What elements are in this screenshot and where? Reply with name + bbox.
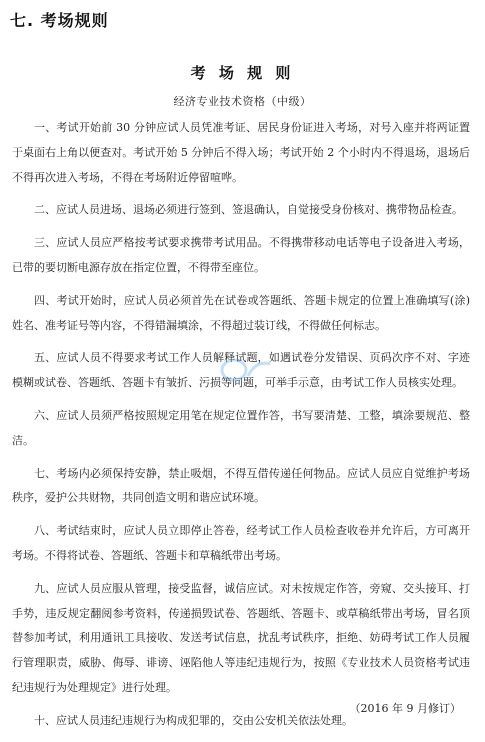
rule-item-6: 六、应试人员须严格按照规定用笔在规定位置作答，书写要清楚、工整，填涂要规范、整洁。 [12, 408, 470, 447]
rule-item-10: 十、应试人员违纪违规行为构成犯罪的，交由公安机关依法处理。 [34, 713, 353, 727]
rules-list [12, 116, 470, 742]
rule-item-7: 七、考场内必须保持安静，禁止吸烟，不得互借传递任何物品。应试人员应自觉维护考场秩序，爱护公共财物，共同创造文明和谐应试环境。 [12, 466, 470, 505]
rule-item-2: 二、应试人员进场、退场必须进行签到、签退确认，自觉接受身份核对、携带物品检查。 [34, 203, 463, 217]
rule-item-5: 五、应试人员不得要求考试工作人员解释试题，如遇试卷分发错误、页码次序不对、字迹模糊或试卷、答题纸、答题卡有皱折、污损等问题，可举手示意，由考试工作人员核实处理。 [12, 351, 470, 390]
rule-item-9: 九、应试人员应服从管理，接受监督，诚信应试。对未按规定作答，旁窥、交头接耳、打手势，违反规定翻阅参考资料，传递损毁试卷、答题纸、答题卡、或草稿纸带出考场，冒名顶替参加考试，利用通讯工具接收、发送考试信息，扰乱考试秩序，拒绝、妨碍考试工作人员履行管理职责，威胁、侮辱、诽谤、诬陷他人等违纪违规行为，按照《专业技术人员资格考试违纪违规行为处理规定》进行处理。 [12, 581, 470, 694]
revision-note: （2016 年 9 月修订） [349, 702, 461, 715]
rule-item-1: 一、考试开始前 30 分钟应试人员凭准考证、居民身份证进入考场，对号入座并将两证置于桌面右上角以便查对。考试开始 5 分钟后不得入场；考试开始 2 个小时内不得退场，退场后不得再次进入考场，不得在考场附近停留喧哗。 [12, 121, 470, 184]
document-title: 考 场 规 则 [190, 64, 295, 82]
rule-item-4: 四、考试开始时，应试人员必须首先在试卷或答题纸、答题卡规定的位置上准确填写(涂)姓名、准考证号等内容，不得错漏填涂，不得超过装订线，不得做任何标志。 [12, 293, 470, 332]
rule-item-3: 三、应试人员应严格按考试要求携带考试用品。不得携带移动电话等电子设备进入考场，已带的要切断电源存放在指定位置，不得带至座位。 [12, 236, 470, 274]
rule-item-8: 八、考试结束时，应试人员立即停止答卷，经考试工作人员检查收卷并允许后，方可离开考场。不得将试卷、答题纸、答题卡和草稿纸带出考场。 [12, 524, 470, 562]
section-heading: 七. 考场规则 [10, 11, 109, 30]
document-subtitle: 经济专业技术资格（中级） [173, 95, 312, 108]
